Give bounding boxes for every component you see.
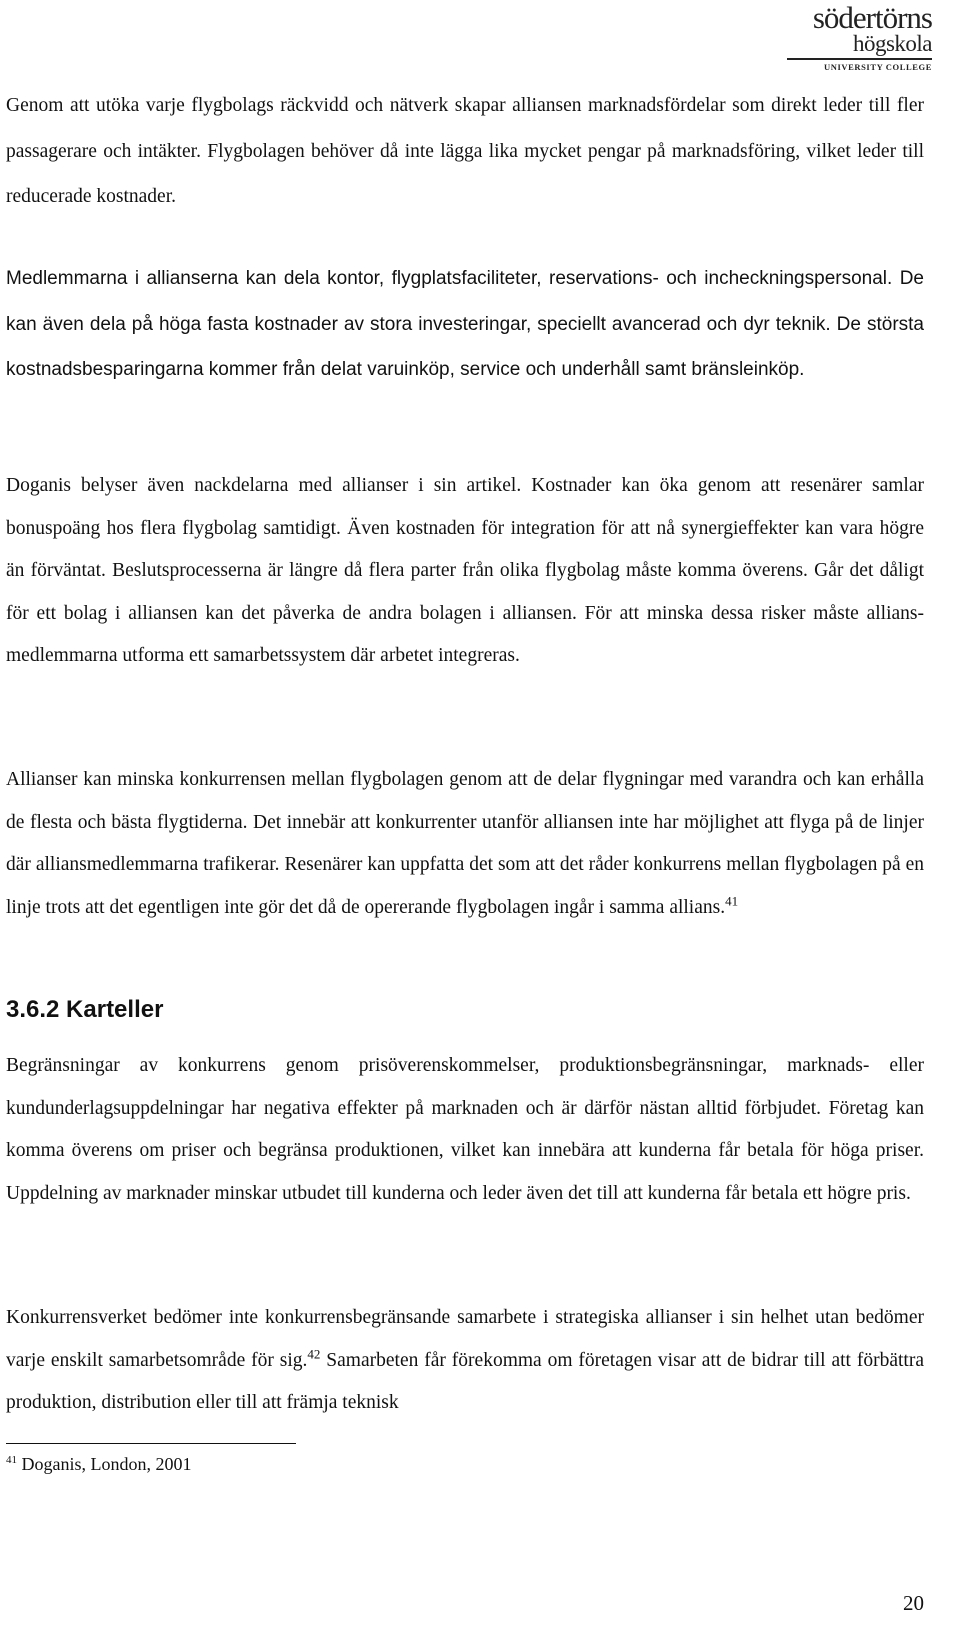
page-number: 20 (903, 1591, 924, 1615)
footnote-ref-41: 41 (725, 893, 739, 908)
paragraph-6-text-a: Konkurrensverket bedömer inte konkurrensbegränsande samarbete i strategiska allianser i sin helhet utan bedömer varje enskilt samarbetsområde för sig. (6, 1307, 924, 1371)
paragraph-1: Genom att utöka varje flygbolags räckvidd och nätverk skapar alliansen marknadsfördelar som direkt leder till fler passagerare och intäkter. Flygbolagen behöver då inte lägga lika mycket pengar på marknadsföring, vilket leder till reducerade kostnader. (6, 95, 924, 207)
paragraph-2: Medlemmarna i allianserna kan dela kontor, flygplatsfaciliteter, reservations- och incheckningspersonal. De kan även dela på höga fasta kostnader av stora investeringar, speciellt avancerad och dyr teknik. De största kostnadsbesparingarna kommer från delat varuinköp, service och underhåll samt bränsleinköp. (6, 268, 924, 380)
paragraph-6 (6, 1297, 924, 1425)
footnote (6, 1454, 192, 1475)
paragraph-4 (6, 759, 924, 929)
paragraph-5: Begränsningar av konkurrens genom prisöverenskommelser, produktionsbegränsningar, marknads- eller kundunderlagsuppdelningar har negativa effekter på marknaden och är därför nästan alltid förbjudet. Företag kan komma överens om priser och begränsa produktionen, vilket kan innebära att kunderna får betala för höga priser. Uppdelning av marknader minskar utbudet till kunderna och leder även det till att kunderna får betala ett högre pris. (6, 1055, 924, 1204)
section-heading: 3.6.2 Karteller (6, 996, 164, 1023)
footnote-number: 41 (6, 1454, 17, 1466)
paragraph-3: Doganis belyser även nackdelarna med allianser i sin artikel. Kostnader kan öka genom att resenärer samlar bonuspoäng hos flera flygbolag samtidigt. Även kostnaden för integration för att nå synergieffekter kan vara högre än förväntat. Beslutsprocesserna är längre då flera parter från olika flygbolag måste komma överens. Går det dåligt för ett bolag i alliansen kan det påverka de andra bolagen i alliansen. För att minska dessa risker måste allians-medlemmarna utforma ett samarbetssystem där arbetet integreras. (6, 475, 924, 666)
logo-line3: UNIVERSITY COLLEGE (823, 62, 932, 72)
paragraph-6-text-b: Samarbeten får förekomma om företagen visar att de bidrar till att förbättra produktion, distribution eller till att främja teknisk (6, 1349, 925, 1413)
footnote-ref-42: 42 (307, 1346, 321, 1361)
paragraph-4-text: Allianser kan minska konkurrensen mellan flygbolagen genom att de delar flygningar med varandra och kan erhålla de flesta och bästa flygtiderna. Det innebär att konkurrenter utanför alliansen inte har möjlighet att flyga på de linjer där alliansmedlemmarna trafikerar. Resenärer kan uppfatta det som att det råder konkurrens mellan flygbolagen på en linje trots att det egentligen inte gör det då de opererande flygbolagen ingår i samma allians. (6, 769, 924, 918)
footnote-divider (6, 1443, 296, 1444)
university-logo (787, 2, 932, 72)
footnote-text: Doganis, London, 2001 (17, 1454, 192, 1474)
logo-line1: södertörns (812, 0, 932, 35)
logo-rule (787, 58, 932, 60)
logo-line2: högskola (852, 31, 932, 56)
